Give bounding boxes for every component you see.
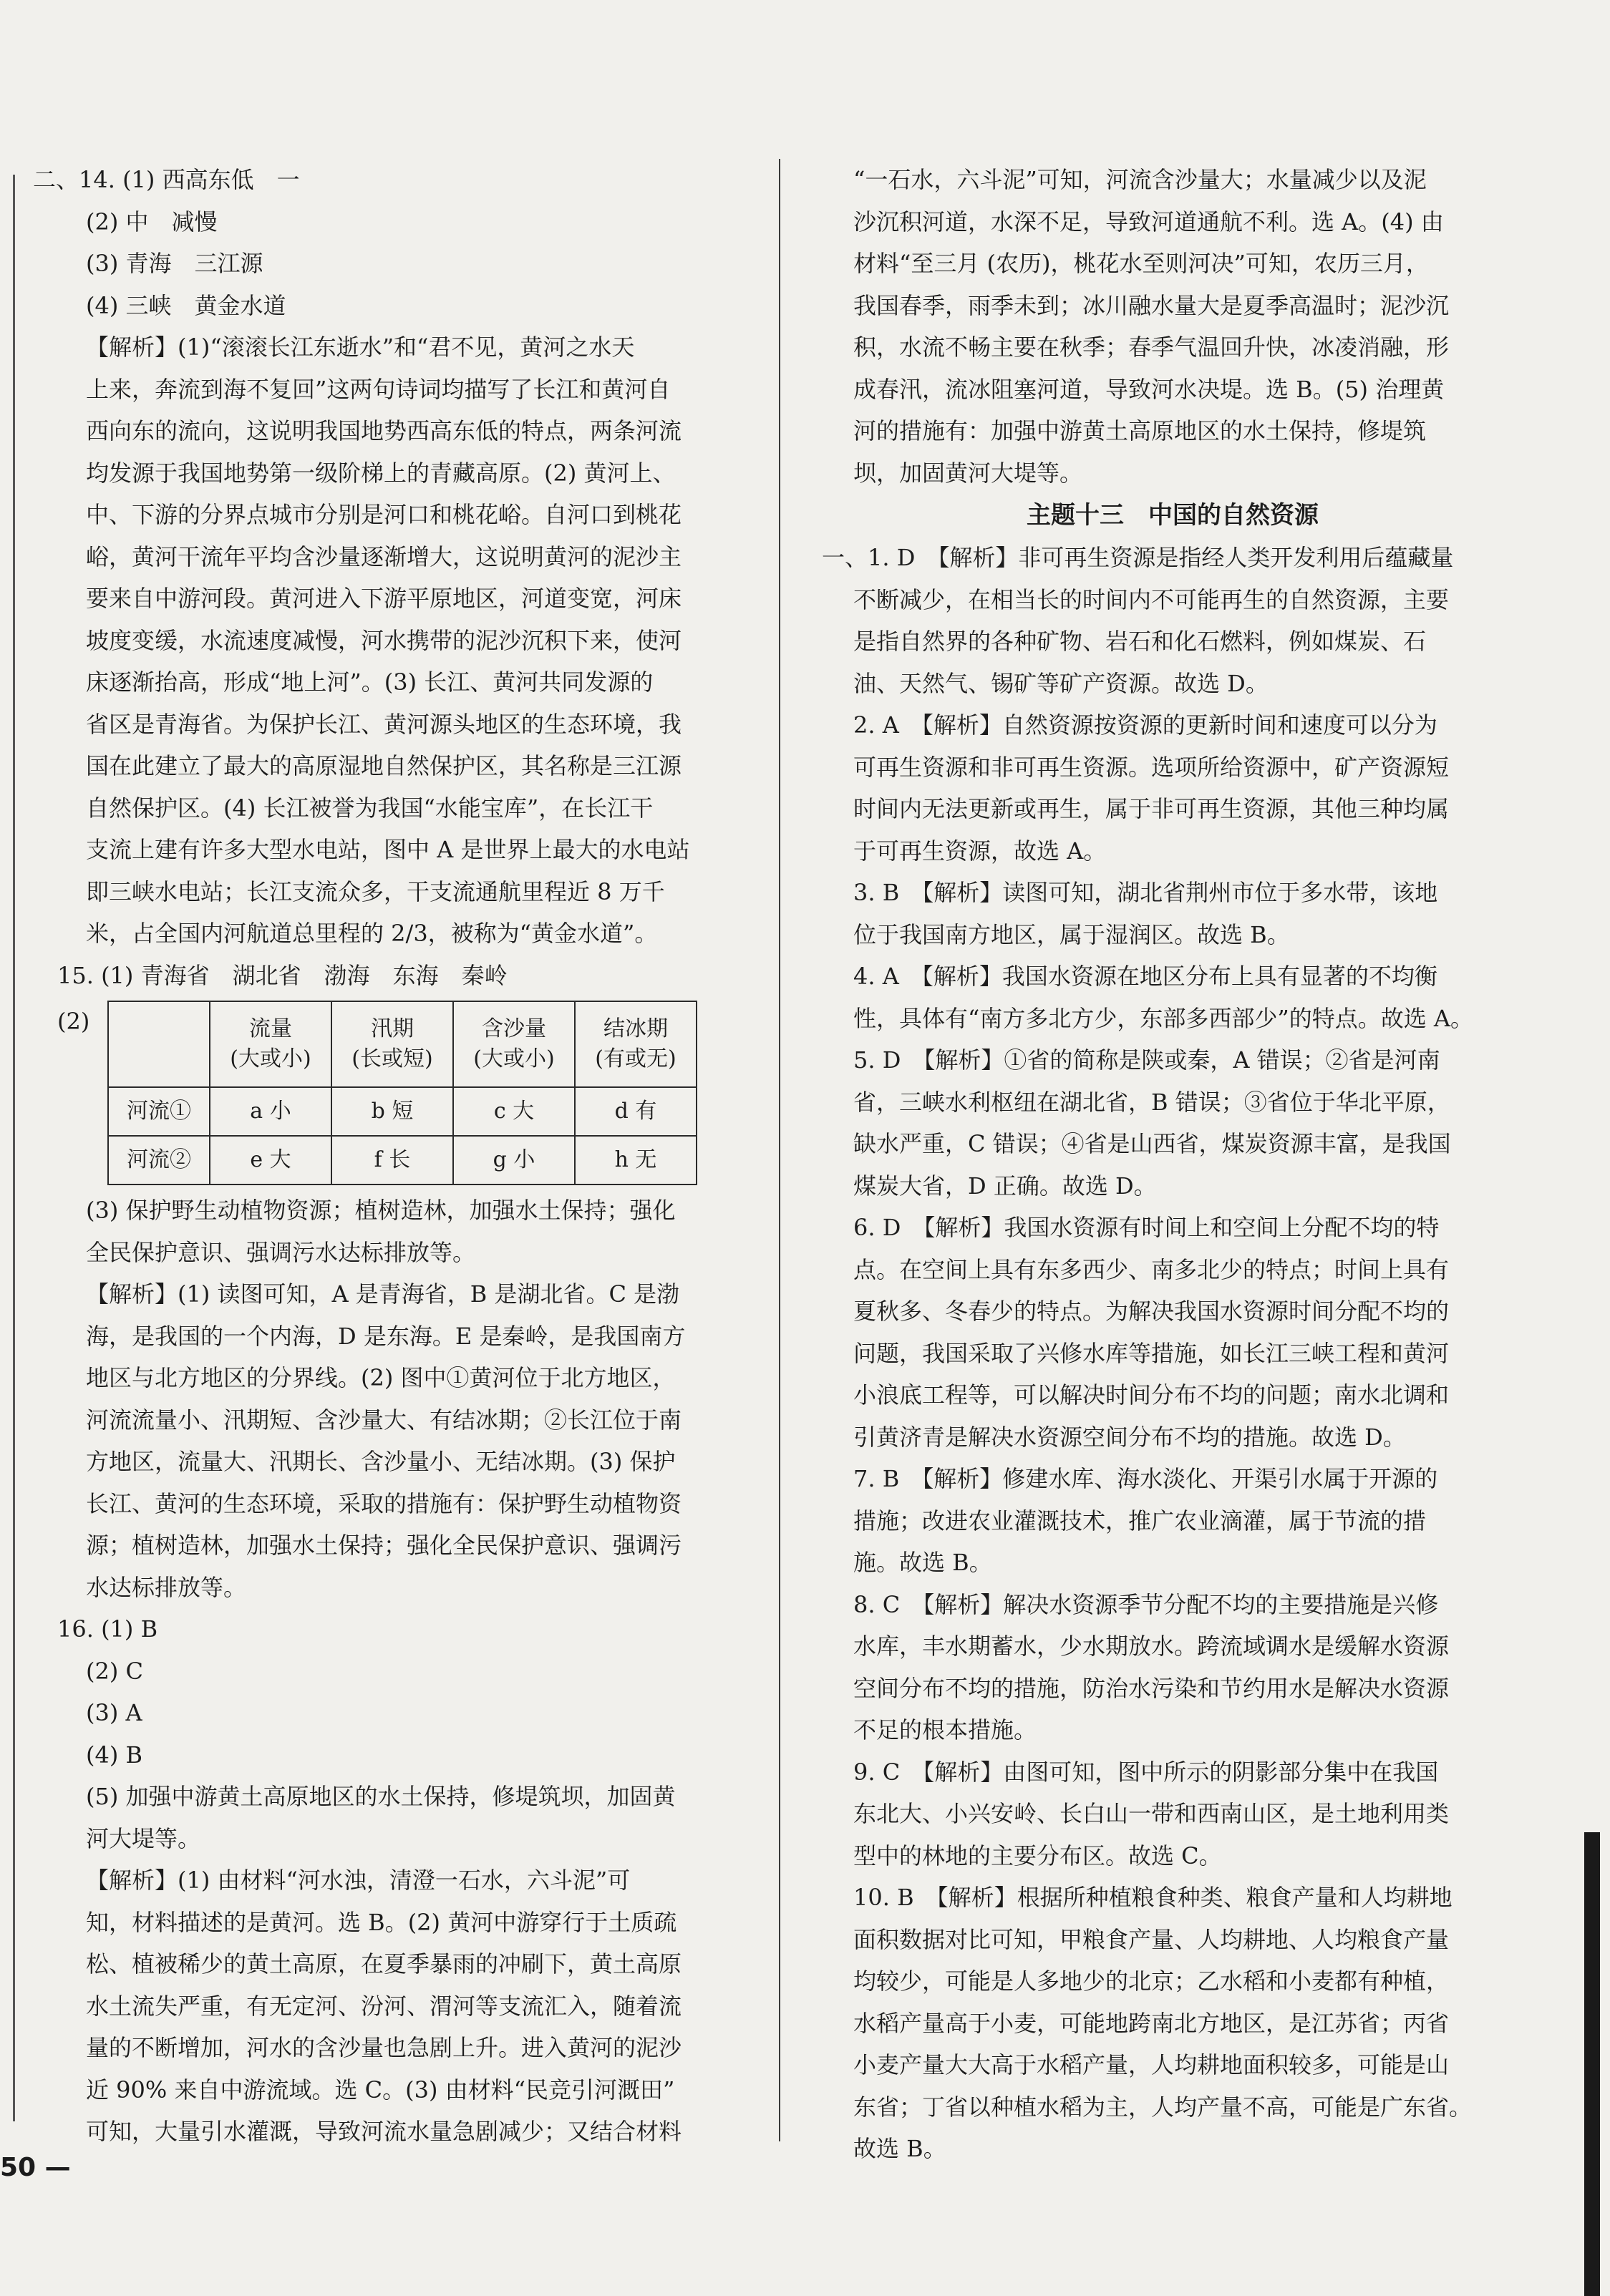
page-number: 50 — xyxy=(0,2153,71,2182)
scan-edge-shadow xyxy=(1584,1832,1600,2296)
text-line: 水库，丰水期蓄水，少水期放水。跨流域调水是缓解水资源 xyxy=(853,1633,1450,1660)
text-line: 量的不断增加，河水的含沙量也急剧上升。进入黄河的泥沙 xyxy=(86,2034,682,2061)
text-line: 水达标排放等。 xyxy=(86,1573,247,1601)
table-header-cell xyxy=(108,1001,210,1087)
text-line: 小浪底工程等，可以解决时间分布不均的问题；南水北调和 xyxy=(853,1381,1450,1409)
text-line: 8. C 【解析】解决水资源季节分配不均的主要措施是兴修 xyxy=(853,1590,1439,1618)
text-line: 上来，奔流到海不复回”这两句诗词均描写了长江和黄河自 xyxy=(86,375,671,403)
table-cell: g 小 xyxy=(453,1136,575,1185)
text-line: 措施；改进农业灌溉技术，推广农业滴灌，属于节流的措 xyxy=(853,1507,1427,1534)
river-comparison-block xyxy=(33,1001,777,1185)
text-line: 二、14. (1) 西高东低 一 xyxy=(33,166,300,193)
table-row xyxy=(108,1136,697,1185)
text-line: 水土流失严重，有无定河、汾河、渭河等支流汇入，随着流 xyxy=(86,1992,682,2020)
text-line: 积，水流不畅主要在秋季；春季气温回升快，冰凌消融，形 xyxy=(853,334,1450,361)
text-line: 知，材料描述的是黄河。选 B。(2) 黄河中游穿行于土质疏 xyxy=(86,1908,677,1936)
text-line: 油、天然气、锡矿等矿产资源。故选 D。 xyxy=(853,669,1269,697)
text-line: 要来自中游河段。黄河进入下游平原地区，河道变宽，河床 xyxy=(86,585,682,612)
text-line: 时间内无法更新或再生，属于非可再生资源，其他三种均属 xyxy=(853,795,1450,822)
text-line: (3) A xyxy=(86,1699,142,1726)
text-line: 源；植树造林，加强水土保持；强化全民保护意识、强调污 xyxy=(86,1532,682,1559)
table-header-cell: 流量 (大或小) xyxy=(210,1001,331,1087)
text-line: 于可再生资源，故选 A。 xyxy=(853,837,1107,865)
text-line: 可知，大量引水灌溉，导致河流水量急剧减少；又结合材料 xyxy=(86,2118,682,2145)
table-cell: d 有 xyxy=(575,1087,697,1136)
text-line: 坡度变缓，水流速度减慢，河水携带的泥沙沉积下来，使河 xyxy=(86,626,682,654)
table-cell: e 大 xyxy=(210,1136,331,1185)
text-line: 床逐渐抬高，形成“地上河”。(3) 长江、黄河共同发源的 xyxy=(86,668,654,696)
right-text-block-b xyxy=(800,537,1545,2170)
text-line: 2. A 【解析】自然资源按资源的更新时间和速度可以分为 xyxy=(853,711,1437,739)
text-line: 均发源于我国地势第一级阶梯上的青藏高原。(2) 黄河上、 xyxy=(86,459,676,487)
text-line: 型中的林地的主要分布区。故选 C。 xyxy=(853,1842,1222,1869)
text-line: (2) C xyxy=(86,1657,143,1685)
table-cell: b 短 xyxy=(331,1087,453,1136)
text-line: (2) 中 减慢 xyxy=(86,208,218,235)
text-line: 东省；丁省以种植水稻为主，人均产量不高，可能是广东省。 xyxy=(853,2093,1473,2121)
text-line: 16. (1) B xyxy=(57,1615,158,1643)
text-line: 【解析】(1)“滚滚长江东逝水”和“君不见，黄河之水天 xyxy=(86,334,635,361)
text-line: 国在此建立了最大的高原湿地自然保护区，其名称是三江源 xyxy=(86,752,682,779)
text-line: 米，占全国内河航道总里程的 2/3，被称为“黄金水道”。 xyxy=(86,920,658,947)
text-line: 空间分布不均的措施，防治水污染和节约用水是解决水资源 xyxy=(853,1674,1450,1702)
right-column xyxy=(800,159,1545,2170)
text-line: 问题，我国采取了兴修水库等措施，如长江三峡工程和黄河 xyxy=(853,1339,1450,1367)
text-line: 故选 B。 xyxy=(853,2135,946,2162)
section-title: 主题十三 中国的自然资源 xyxy=(1027,501,1319,530)
text-line: 成春汛，流冰阻塞河道，导致河水决堤。选 B。(5) 治理黄 xyxy=(853,375,1445,403)
table-header-cell: 含沙量 (大或小) xyxy=(453,1001,575,1087)
text-line: 【解析】(1) 由材料“河水浊，清澄一石水，六斗泥”可 xyxy=(86,1867,631,1894)
table-cell: f 长 xyxy=(331,1136,453,1185)
text-line: 可再生资源和非可再生资源。选项所给资源中，矿产资源短 xyxy=(853,753,1450,781)
text-line: 【解析】(1) 读图可知，A 是青海省，B 是湖北省。C 是渤 xyxy=(86,1280,680,1308)
text-line: 河大堤等。 xyxy=(86,1824,201,1852)
text-line: 中、下游的分界点城市分别是河口和桃花峪。自河口到桃花 xyxy=(86,501,682,528)
text-line: 自然保护区。(4) 长江被誉为我国“水能宝库”，在长江干 xyxy=(86,794,654,822)
text-line: 9. C 【解析】由图可知，图中所示的阴影部分集中在我国 xyxy=(853,1758,1439,1786)
column-divider xyxy=(779,159,780,2141)
text-line: 点。在空间上具有东多西少、南多北少的特点；时间上具有 xyxy=(853,1255,1450,1283)
text-line: 海，是我国的一个内海，D 是东海。E 是秦岭，是我国南方 xyxy=(86,1322,686,1350)
text-line: 6. D 【解析】我国水资源有时间上和空间上分配不均的特 xyxy=(853,1214,1440,1241)
text-line: 15. (1) 青海省 湖北省 渤海 东海 秦岭 xyxy=(57,961,508,989)
text-line: 是指自然界的各种矿物、岩石和化石燃料，例如煤炭、石 xyxy=(853,628,1427,655)
margin-line xyxy=(13,175,15,2121)
text-line: (5) 加强中游黄土高原地区的水土保持，修堤筑坝，加固黄 xyxy=(86,1783,676,1810)
text-line: 坝，加固黄河大堤等。 xyxy=(853,459,1083,487)
right-text-block-a xyxy=(800,159,1545,494)
text-line: 我国春季，雨季未到；冰川融水量大是夏季高温时；泥沙沉 xyxy=(853,291,1450,319)
text-line: 4. A 【解析】我国水资源在地区分布上具有显著的不均衡 xyxy=(853,963,1437,990)
text-line: 省区是青海省。为保护长江、黄河源头地区的生态环境，我 xyxy=(86,710,682,738)
text-line: 5. D 【解析】①省的简称是陕或秦，A 错误；②省是河南 xyxy=(853,1046,1440,1074)
text-line: 一、1. D 【解析】非可再生资源是指经人类开发利用后蕴藏量 xyxy=(822,544,1454,571)
river-comparison-table xyxy=(107,1001,697,1185)
text-line: 7. B 【解析】修建水库、海水淡化、开渠引水属于开源的 xyxy=(853,1465,1438,1492)
text-line: 西向东的流向，这说明我国地势西高东低的特点，两条河流 xyxy=(86,417,682,444)
text-line: 全民保护意识、强调污水达标排放等。 xyxy=(86,1238,476,1266)
text-line: (3) 保护野生动植物资源；植树造林，加强水土保持；强化 xyxy=(86,1197,676,1224)
text-line: 缺水严重，C 错误；④省是山西省，煤炭资源丰富，是我国 xyxy=(853,1130,1451,1157)
text-line: 峪，黄河干流年平均含沙量逐渐增大，这说明黄河的泥沙主 xyxy=(86,543,682,570)
text-line: 东北大、小兴安岭、长白山一带和西南山区，是土地利用类 xyxy=(853,1800,1450,1827)
text-line: 方地区，流量大、汛期长、含沙量小、无结冰期。(3) 保护 xyxy=(86,1448,676,1475)
table-row xyxy=(108,1087,697,1136)
text-line: 不断减少，在相当长的时间内不可能再生的自然资源，主要 xyxy=(853,585,1450,613)
text-line: “一石水，六斗泥”可知，河流含沙量大；水量减少以及泥 xyxy=(853,166,1427,193)
text-line: 性，具体有“南方多北方少，东部多西部少”的特点。故选 A。 xyxy=(853,1004,1474,1032)
text-line: 面积数据对比可知，甲粮食产量、人均耕地、人均粮食产量 xyxy=(853,1925,1450,1953)
text-line: 河流流量小、汛期短、含沙量大、有结冰期；②长江位于南 xyxy=(86,1406,682,1434)
left-column xyxy=(33,159,777,2153)
text-line: 位于我国南方地区，属于湿润区。故选 B。 xyxy=(853,920,1290,948)
text-line: 沙沉积河道，水深不足，导致河道通航不利。选 A。(4) 由 xyxy=(853,208,1444,235)
text-line: 材料“至三月 (农历)，桃花水至则河决”可知，农历三月， xyxy=(853,250,1429,277)
text-line: 10. B 【解析】根据所种植粮食种类、粮食产量和人均耕地 xyxy=(853,1884,1453,1911)
left-text-block-b xyxy=(33,1190,777,2153)
text-line: 夏秋多、冬春少的特点。为解决我国水资源时间分配不均的 xyxy=(853,1298,1450,1325)
text-line: 近 90% 来自中游流域。选 C。(3) 由材料“民竞引河溉田” xyxy=(86,2076,675,2103)
table-header-cell: 结冰期 (有或无) xyxy=(575,1001,697,1087)
table-cell: 河流① xyxy=(108,1087,210,1136)
table-cell: h 无 xyxy=(575,1136,697,1185)
text-line: (4) 三峡 黄金水道 xyxy=(86,291,286,319)
left-text-block-a xyxy=(33,159,777,996)
text-line: 水稻产量高于小麦，可能地跨南北方地区，是江苏省；丙省 xyxy=(853,2009,1450,2037)
text-line: 3. B 【解析】读图可知，湖北省荆州市位于多水带，该地 xyxy=(853,879,1438,906)
text-line: 即三峡水电站；长江支流众多，干支流通航里程近 8 万千 xyxy=(86,877,665,905)
text-line: 省，三峡水利枢纽在湖北省，B 错误；③省位于华北平原， xyxy=(853,1088,1450,1116)
text-line: (3) 青海 三江源 xyxy=(86,250,263,277)
text-line: 引黄济青是解决水资源空间分布不均的措施。故选 D。 xyxy=(853,1423,1406,1451)
text-line: 不足的根本措施。 xyxy=(853,1716,1037,1743)
text-line: 河的措施有：加强中游黄土高原地区的水土保持，修堤筑 xyxy=(853,417,1427,444)
text-line: 小麦产量大大高于水稻产量，人均耕地面积较多，可能是山 xyxy=(853,2051,1450,2078)
table-cell: c 大 xyxy=(453,1087,575,1136)
table-cell: 河流② xyxy=(108,1136,210,1185)
text-line: 地区与北方地区的分界线。(2) 图中①黄河位于北方地区， xyxy=(86,1364,676,1391)
text-line: 煤炭大省，D 正确。故选 D。 xyxy=(853,1172,1157,1200)
text-line: 长江、黄河的生态环境，采取的措施有：保护野生动植物资 xyxy=(86,1489,682,1517)
text-line: 支流上建有许多大型水电站，图中 A 是世界上最大的水电站 xyxy=(86,836,690,863)
text-line: 松、植被稀少的黄土高原，在夏季暴雨的冲刷下，黄土高原 xyxy=(86,1950,682,1978)
text-line: 施。故选 B。 xyxy=(853,1549,992,1576)
table-cell: a 小 xyxy=(210,1087,331,1136)
table-label: (2) xyxy=(57,1008,90,1035)
table-header-cell: 汛期 (长或短) xyxy=(331,1001,453,1087)
text-line: 均较少，可能是人多地少的北京；乙水稻和小麦都有种植， xyxy=(853,1967,1450,1995)
text-line: (4) B xyxy=(86,1741,143,1769)
